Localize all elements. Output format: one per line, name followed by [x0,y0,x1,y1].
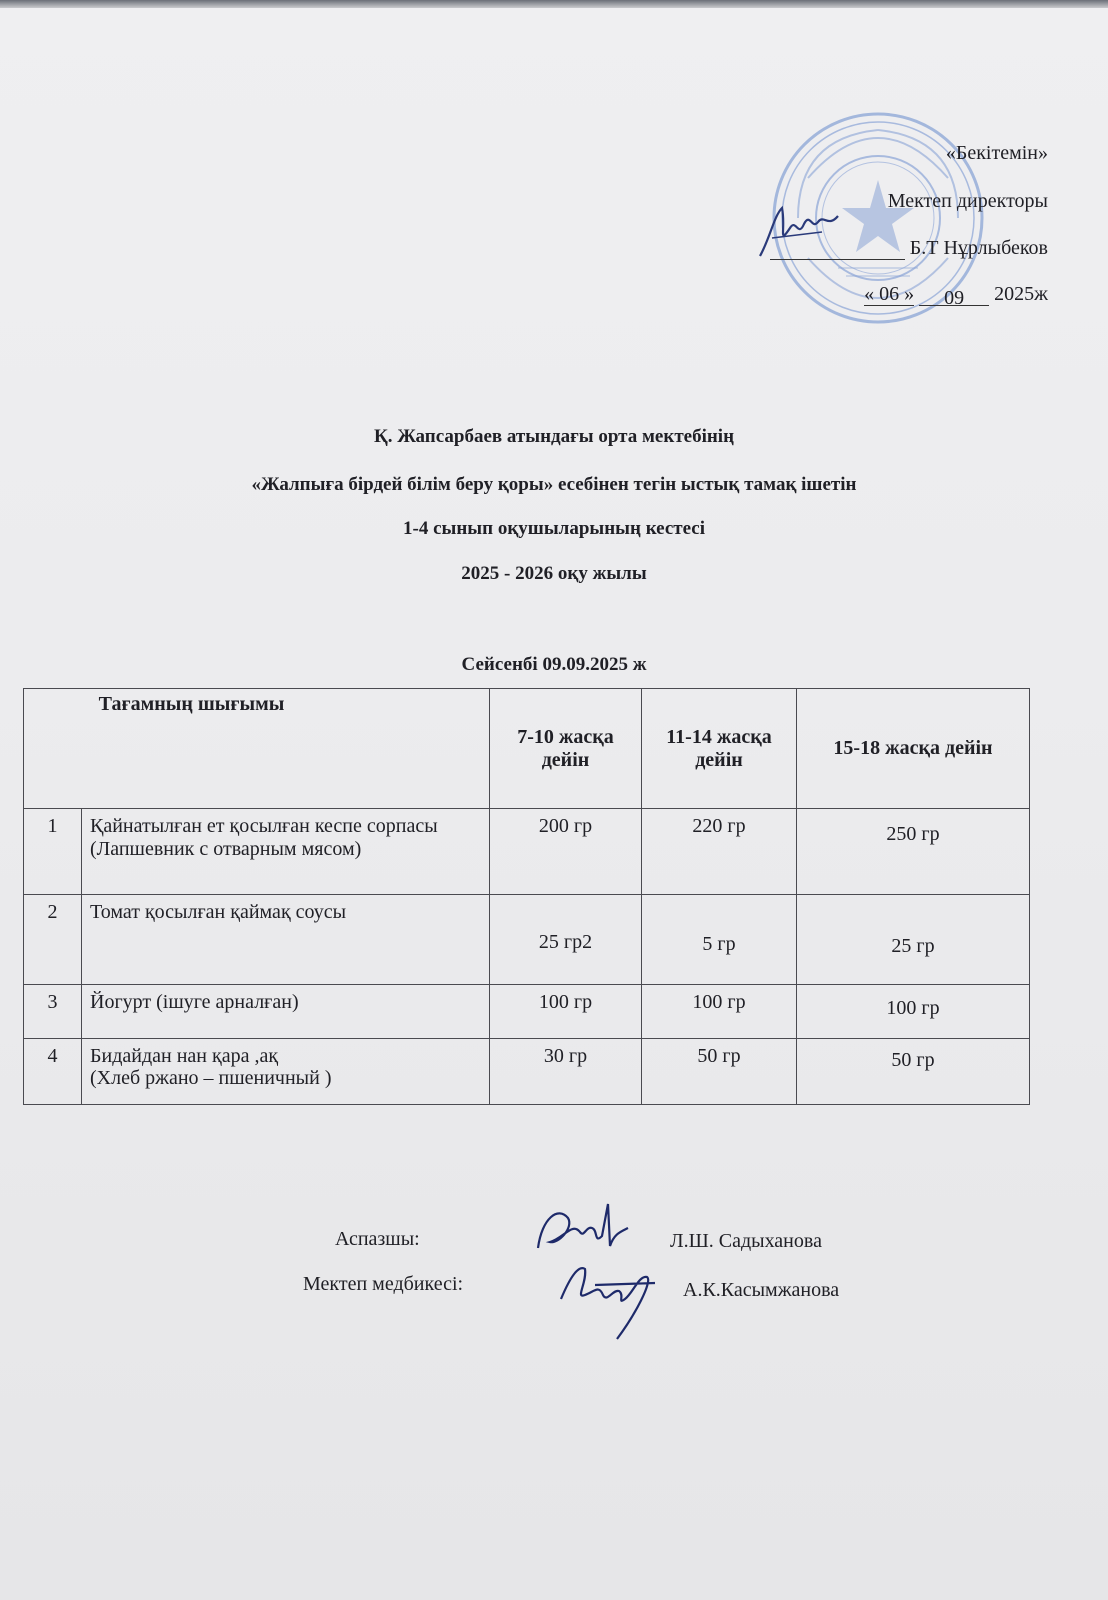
page-edge-shadow [0,0,1108,8]
nurse-signature [555,1255,665,1345]
date-month: 09 [919,287,989,306]
qty-age-11-14: 50 гр [642,1039,797,1105]
qty-age-7-10: 30 гр [490,1039,642,1105]
qty-age-7-10: 200 гр [490,809,642,895]
schedule-title: 1-4 сынып оқушыларының кестесі [403,518,705,539]
row-number: 4 [24,1039,82,1105]
menu-table [23,688,1030,1105]
table-row [24,809,1030,895]
qty-age-15-18: 250 гр [797,809,1030,895]
day-date: Сейсенбі 09.09.2025 ж [461,654,647,675]
nurse-name: А.К.Касымжанова [683,1279,840,1301]
dish-name: Йогурт (ішуге арналған) [82,985,490,1039]
qty-age-15-18: 100 гр [797,985,1030,1039]
row-number: 2 [24,895,82,985]
qty-age-15-18: 50 гр [797,1039,1030,1105]
qty-age-11-14: 100 гр [642,985,797,1039]
approval-title: «Бекітемін» [945,142,1048,164]
dish-name: Бидайдан нан қара ,ақ (Хлеб ржано – пшеничный ) [82,1039,490,1105]
row-number: 1 [24,809,82,895]
director-signature [752,198,852,268]
cook-name: Л.Ш. Садыханова [670,1230,822,1252]
table-row [24,985,1030,1039]
dish-name: Қайнатылған ет қосылған кеспе сорпасы (Лапшевник с отварным мясом) [82,809,490,895]
row-number: 3 [24,985,82,1039]
date-day: « 06 » [864,283,915,305]
header-age-15-18: 15-18 жасқа дейін [797,689,1030,809]
school-year: 2025 - 2026 оқу жылы [461,563,647,584]
director-position: Мектеп директоры [887,190,1048,212]
qty-age-11-14: 5 гр [642,895,797,985]
table-header-row [24,689,1030,809]
director-name: Б.Т Нұрлыбеков [909,237,1048,259]
qty-age-11-14: 220 гр [642,809,797,895]
cook-label: Аспазшы: [335,1228,420,1250]
date-year: 2025ж [994,283,1048,305]
header-age-7-10: 7-10 жасқа дейін [490,689,642,809]
header-food-output: Тағамның шығымы [24,689,490,809]
dish-name: Томат қосылған қаймақ соусы [82,895,490,985]
approval-date [864,283,1048,309]
nurse-label: Мектеп медбикесі: [303,1273,464,1295]
table-row [24,895,1030,985]
qty-age-7-10: 25 гр2 [490,895,642,985]
fund-title: «Жалпыға бірдей білім беру қоры» есебінен тегін ыстық тамақ ішетін [251,474,857,495]
table-row [24,1039,1030,1105]
qty-age-15-18: 25 гр [797,895,1030,985]
qty-age-7-10: 100 гр [490,985,642,1039]
header-age-11-14: 11-14 жасқа дейін [642,689,797,809]
school-title: Қ. Жапсарбаев атындағы орта мектебінің [373,426,735,447]
